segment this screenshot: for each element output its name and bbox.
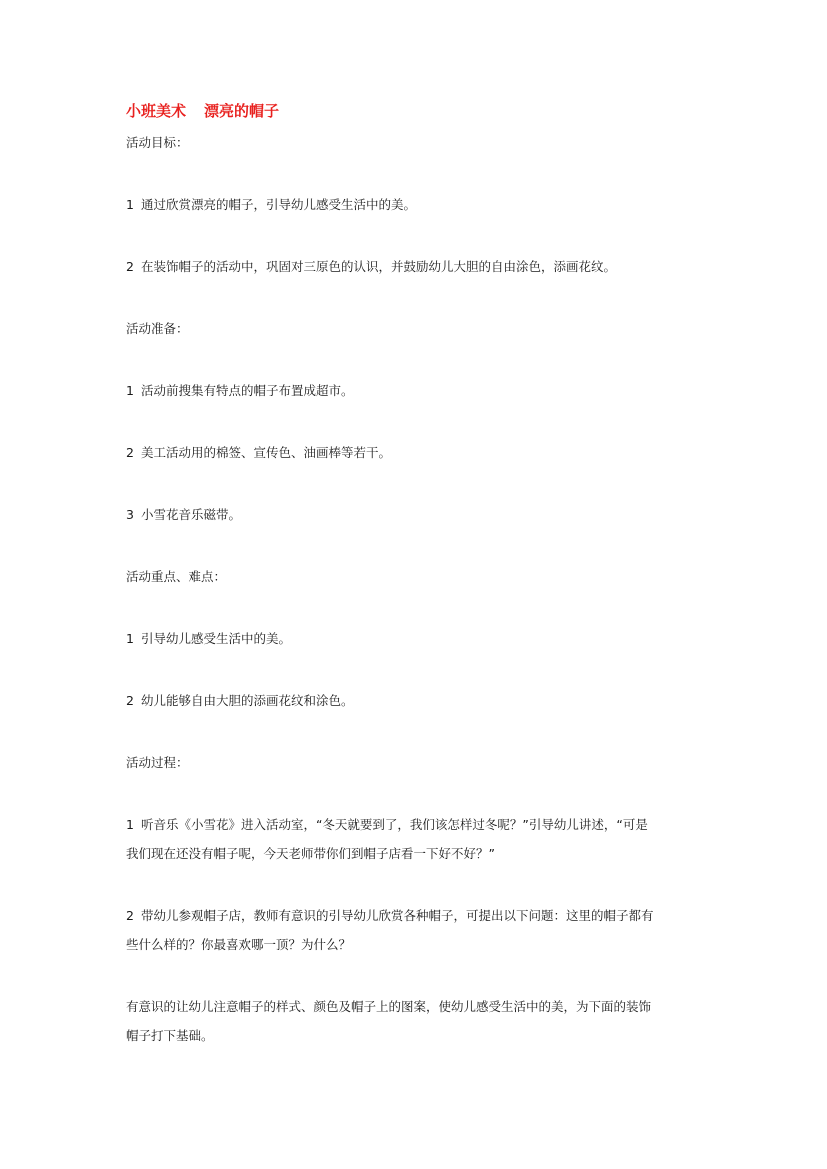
process-note-line-1: 有意识的让幼儿注意帽子的样式、颜色及帽子上的图案，使幼儿感受生活中的美，为下面的装饰 — [126, 999, 652, 1014]
process-note-line-2: 帽子打下基础。 — [126, 1028, 214, 1043]
focus-heading: 活动重点、难点： — [126, 569, 227, 584]
process-heading: 活动过程： — [126, 755, 189, 770]
goal-item: 2 在装饰帽子的活动中，巩固对三原色的认识，并鼓励幼儿大胆的自由涂色，添画花纹。 — [126, 259, 616, 274]
focus-item: 2 幼儿能够自由大胆的添画花纹和涂色。 — [126, 693, 354, 708]
prep-item: 1 活动前搜集有特点的帽子布置成超市。 — [126, 383, 354, 398]
goal-item: 1 通过欣赏漂亮的帽子，引导幼儿感受生活中的美。 — [126, 197, 416, 212]
process-step-2-line-2: 些什么样的？你最喜欢哪一顶？为什么？ — [126, 937, 352, 952]
prep-heading: 活动准备： — [126, 321, 189, 336]
prep-item: 2 美工活动用的棉签、宣传色、油画棒等若干。 — [126, 445, 391, 460]
process-step-1-line-1: 1 听音乐《小雪花》进入活动室，“冬天就要到了，我们该怎样过冬呢？”引导幼儿讲述，“可是 — [126, 817, 648, 832]
process-step-1-line-2: 我们现在还没有帽子呢，今天老师带你们到帽子店看一下好不好？” — [126, 846, 495, 861]
title-name: 漂亮的帽子 — [204, 102, 280, 120]
focus-item: 1 引导幼儿感受生活中的美。 — [126, 631, 291, 646]
process-step-2-line-1: 2 带幼儿参观帽子店，教师有意识的引导幼儿欣赏各种帽子，可提出以下问题：这里的帽子都有 — [126, 908, 654, 923]
document-page — [126, 100, 706, 1050]
title-subject: 小班美术 — [126, 102, 187, 120]
prep-item: 3 小雪花音乐磁带。 — [126, 507, 241, 522]
document-title — [126, 100, 706, 122]
goals-heading: 活动目标： — [126, 135, 189, 150]
